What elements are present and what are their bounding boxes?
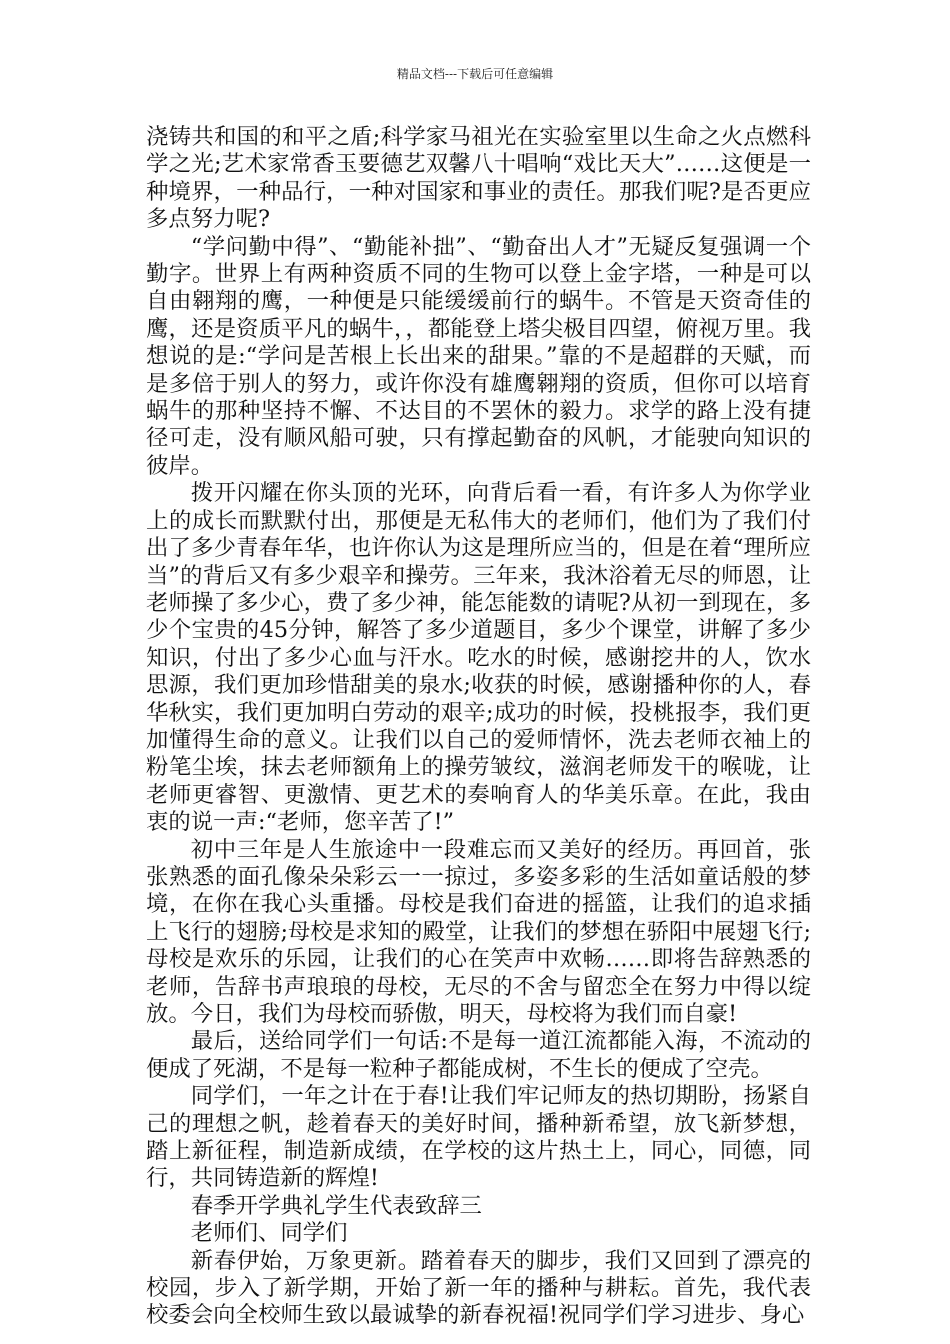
section-title: 春季开学典礼学生代表致辞三 [190,1192,482,1219]
paragraph-1: 浇铸共和国的和平之盾;科学家马祖光在实验室里以生命之火点燃科学之光;艺术家常香玉要德艺双馨八十唱响“戏比天大”……这便是一种境界，一种品行，一种对国家和事业的责任。那我们呢?是否更应多点努力呢? [146,124,811,233]
paragraph-2: “学问勤中得”、“勤能补拙”、“勤奋出人才”无疑反复强调一个勤字。世界上有两种资质不同的生物可以登上金字塔，一种是可以自由翱翔的鹰，一种便是只能缓缓前行的蜗牛。不管是天资奇佳的鹰，还是资质平凡的蜗牛，，都能登上塔尖极目四望，俯视万里。我想说的是:“学问是苦根上长出来的甜果。”靠的不是超群的天赋，而是多倍于别人的努力，或许你没有雄鹰翱翔的资质，但你可以培育蜗牛的那种坚持不懈、不达目的不罢休的毅力。求学的路上没有捷径可走，没有顺风船可驶，只有撑起勤奋的风帆，才能驶向知识的彼岸。 [146,233,811,479]
page-header: 精品文档---下载后可任意编辑 [396,67,554,81]
document-body [146,124,811,1330]
salutation: 老师们、同学们 [190,1220,348,1247]
paragraph-5: 最后，送给同学们一句话:不是每一道江流都能入海，不流动的便成了死湖，不是每一粒种子都能成树，不生长的便成了空壳。 [146,1028,811,1082]
paragraph-4: 初中三年是人生旅途中一段难忘而又美好的经历。再回首，张张熟悉的面孔像朵朵彩云一一掠过，多姿多彩的生活如童话般的梦境，在你在我心头重播。母校是我们奋进的摇篮，让我们的追求插上飞行的翅膀;母校是求知的殿堂，让我们的梦想在骄阳中展翅飞行;母校是欢乐的乐园，让我们的心在笑声中欢畅……即将告辞熟悉的老师，告辞书声琅琅的母校，无尽的不舍与留恋全在努力中得以绽放。今日，我们为母校而骄傲，明天，母校将为我们而自豪! [146,836,811,1027]
paragraph-6: 同学们，一年之计在于春!让我们牢记师友的热切期盼，扬紧自己的理想之帆，趁着春天的美好时间，播种新希望，放飞新梦想，踏上新征程，制造新成绩，在学校的这片热土上，同心，同德，同行，共同铸造新的辉煌! [146,1083,811,1192]
paragraph-3: 拨开闪耀在你头顶的光环，向背后看一看，有许多人为你学业上的成长而默默付出，那便是无私伟大的老师们，他们为了我们付出了多少青春年华，也许你认为这是理所应当的，但是在着“理所应当”的背后又有多少艰辛和操劳。三年来，我沐浴着无尽的师恩，让老师操了多少心，费了多少神，能怎能数的请呢?从初一到现在，多少个宝贵的45分钟，解答了多少道题目，多少个课堂，讲解了多少知识，付出了多少心血与汗水。吃水的时候，感谢挖井的人，饮水思源，我们更加珍惜甜美的泉水;收获的时候，感谢播种你的人，春华秋实，我们更加明白劳动的艰辛;成功的时候，投桃报李，我们更加懂得生命的意义。让我们以自己的爱师情怀，洗去老师衣袖上的粉笔尘埃，抹去老师额角上的操劳皱纹，滋润老师发干的喉咙，让老师更睿智、更激情、更艺术的奏响育人的华美乐章。在此，我由衷的说一声:“老师，您辛苦了!” [146,480,811,836]
paragraph-9: 新春伊始，万象更新。踏着春天的脚步，我们又回到了漂亮的校园，步入了新学期，开始了新一年的播种与耕耘。首先，我代表校委会向全校师生致以最诚挚的新春祝福!祝同学们学习进步、身心 [146,1247,811,1329]
